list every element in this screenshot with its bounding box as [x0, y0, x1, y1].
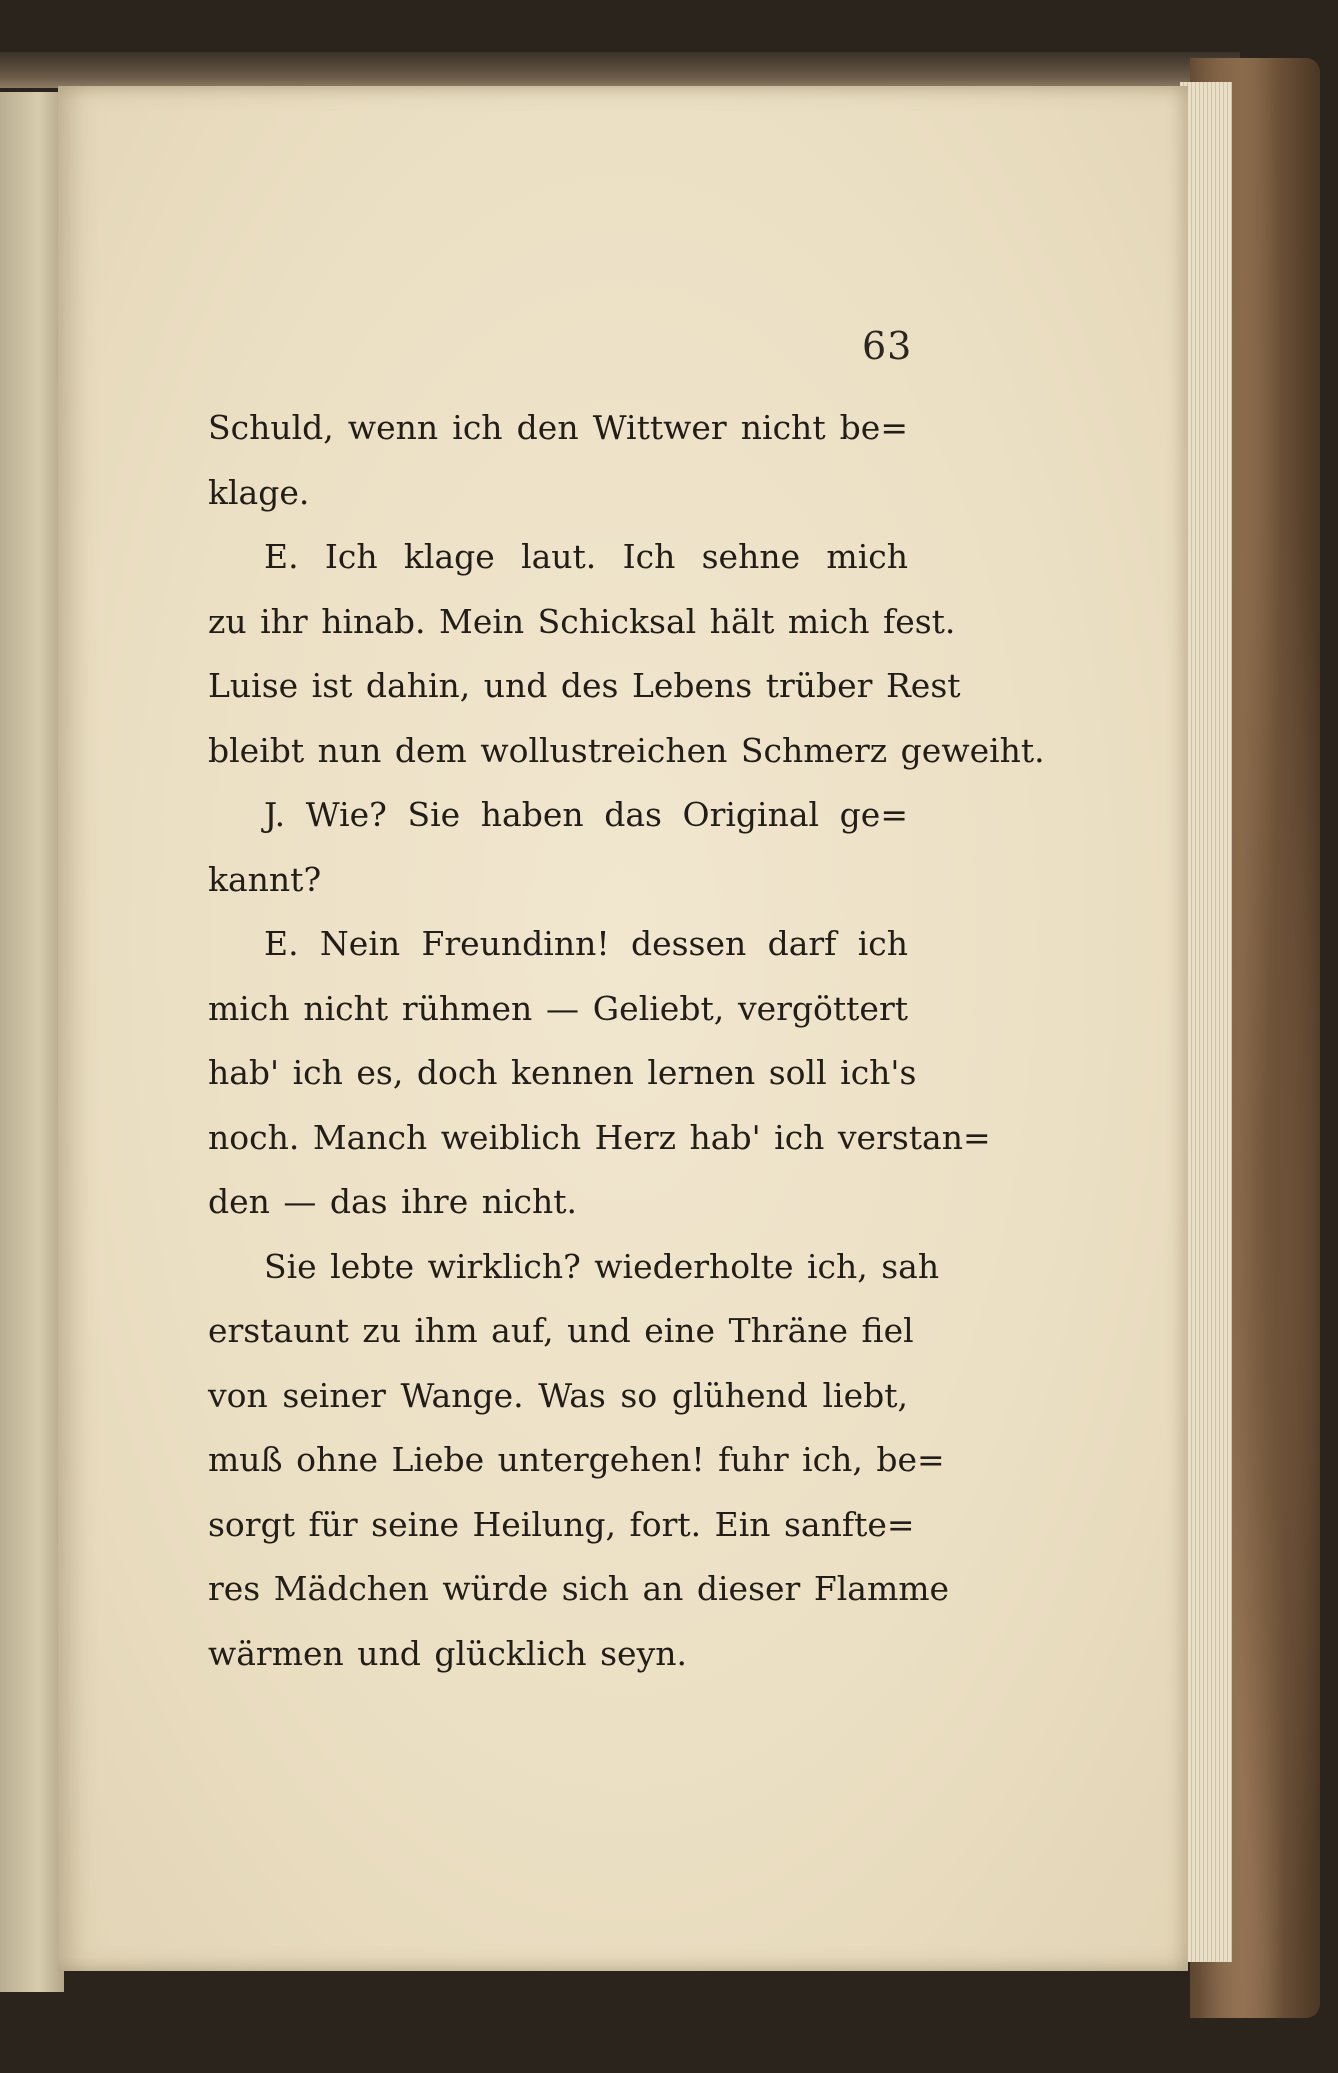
text-line: sorgt für seine Heilung, fort. Ein sanfte= — [208, 1504, 915, 1544]
text-line: kannt? — [208, 859, 322, 899]
text-line: erstaunt zu ihm auf, und eine Thräne fiel — [208, 1311, 914, 1350]
book-top-edge — [0, 52, 1240, 88]
text-line: hab' ich es, doch kennen lernen soll ich's — [208, 1053, 917, 1092]
page-text — [208, 396, 1045, 1686]
text-line: den — das ihre nicht. — [208, 1182, 578, 1221]
text-line: noch. Manch weiblich Herz hab' ich verstan= — [208, 1117, 991, 1157]
text-line: zu ihr hinab. Mein Schicksal hält mich fest. — [208, 601, 956, 641]
page-number: 63 — [862, 324, 913, 368]
text-line: Luise ist dahin, und des Lebens trüber Rest — [208, 666, 961, 705]
text-line: E. Ich klage laut. Ich sehne mich — [264, 537, 908, 576]
text-line: mich nicht rühmen — Geliebt, vergöttert — [208, 988, 908, 1028]
text-line: klage. — [208, 472, 310, 512]
text-line: Schuld, wenn ich den Wittwer nicht be= — [208, 408, 908, 447]
text-line: E. Nein Freundinn! dessen darf ich — [264, 924, 908, 963]
text-line: Sie lebte wirklich? wiederholte ich, sah — [264, 1246, 940, 1286]
text-line: wärmen und glücklich seyn. — [208, 1633, 687, 1673]
text-line: von seiner Wange. Was so glühend liebt, — [208, 1375, 908, 1415]
text-line: muß ohne Liebe untergehen! fuhr ich, be= — [208, 1440, 945, 1479]
left-page-margin — [0, 92, 64, 1992]
text-line: res Mädchen würde sich an dieser Flamme — [208, 1569, 950, 1608]
text-line: J. Wie? Sie haben das Original ge= — [264, 795, 908, 834]
text-line: bleibt nun dem wollustreichen Schmerz geweiht. — [208, 730, 1045, 770]
